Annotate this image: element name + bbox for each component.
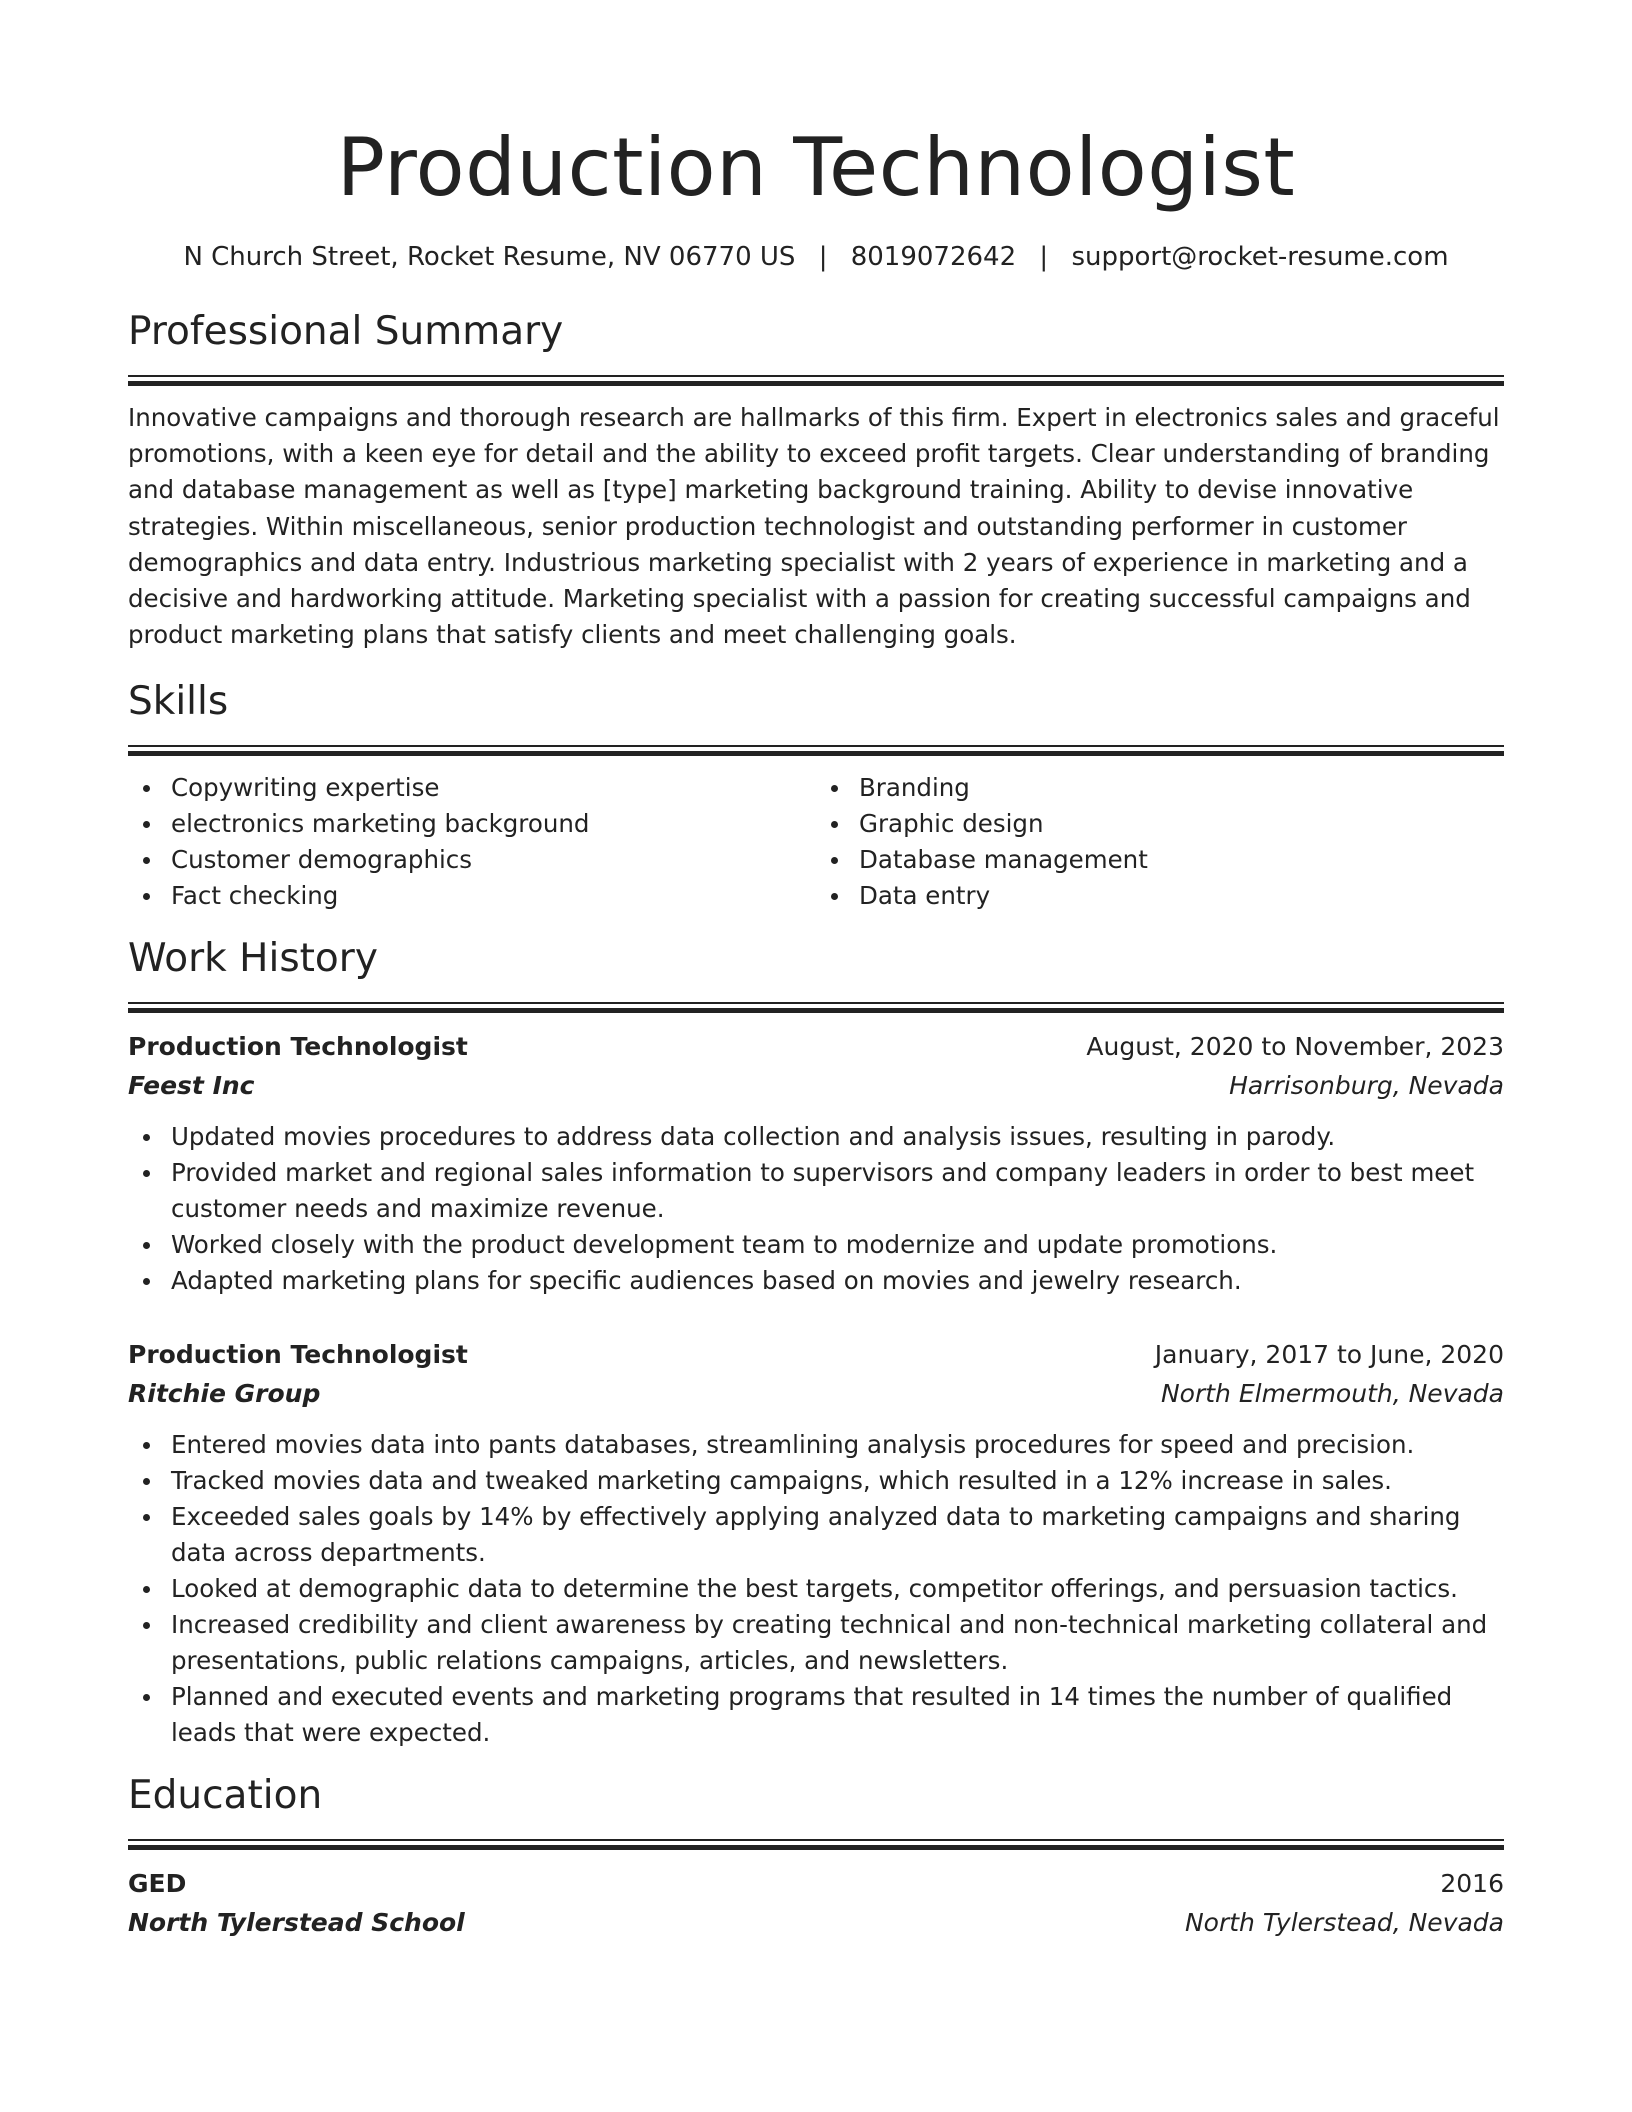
job-header — [128, 1335, 1504, 1374]
skill-item: Graphic design — [816, 806, 1504, 842]
education-header — [128, 1864, 1504, 1903]
job-dates: January, 2017 to June, 2020 — [1154, 1340, 1504, 1370]
job-dates: August, 2020 to November, 2023 — [1086, 1032, 1504, 1062]
section-divider — [128, 745, 1504, 758]
skill-item: electronics marketing background — [128, 806, 816, 842]
skills-column-right — [816, 770, 1504, 914]
education-entry — [128, 1864, 1504, 1942]
job-bullet: Exceeded sales goals by 14% by effectively applying analyzed data to marketing campaigns and sharing data across departments. — [128, 1499, 1504, 1571]
job-company: Ritchie Group — [128, 1379, 321, 1409]
work-history-section — [128, 934, 1504, 1751]
job-bullets — [128, 1427, 1504, 1751]
section-divider — [128, 1002, 1504, 1015]
job-bullet: Worked closely with the product development team to modernize and update promotions. — [128, 1227, 1504, 1263]
education-section — [128, 1771, 1504, 1942]
job-bullet: Tracked movies data and tweaked marketing campaigns, which resulted in a 12% increase in sales. — [128, 1463, 1504, 1499]
summary-section — [128, 307, 1504, 653]
skills-list — [128, 770, 1504, 914]
job-bullet: Increased credibility and client awareness by creating technical and non-technical marketing collateral and presentations, public relations campaigns, articles, and newsletters. — [128, 1607, 1504, 1679]
education-subheader — [128, 1903, 1504, 1942]
job-bullet: Entered movies data into pants databases, streamlining analysis procedures for speed and precision. — [128, 1427, 1504, 1463]
section-divider — [128, 375, 1504, 388]
skill-item: Fact checking — [128, 878, 816, 914]
skill-item: Copywriting expertise — [128, 770, 816, 806]
contact-phone: 8019072642 — [850, 242, 1017, 272]
job-header — [128, 1027, 1504, 1066]
contact-line — [128, 237, 1504, 277]
contact-address: N Church Street, Rocket Resume, NV 06770 US — [183, 242, 796, 272]
job-location: Harrisonburg, Nevada — [1229, 1071, 1504, 1101]
education-school: North Tylerstead School — [128, 1908, 465, 1938]
education-location: North Tylerstead, Nevada — [1184, 1908, 1504, 1938]
contact-email: support@rocket-resume.com — [1071, 242, 1449, 272]
skill-item: Customer demographics — [128, 842, 816, 878]
summary-text: Innovative campaigns and thorough research are hallmarks of this firm. Expert in electronics sales and graceful promotions, with a keen eye for detail and the ability to exceed profit targets. Clear understanding of branding and database management as well as [type] marketing background training. Ability to devise innovative strategies. Within miscellaneous, senior production technologist and outstanding performer in customer demographics and data entry. Industrious marketing specialist with 2 years of experience in marketing and a decisive and hardworking attitude. Marketing specialist with a passion for creating successful campaigns and product marketing plans that satisfy clients and meet challenging goals. — [128, 403, 1500, 650]
section-title-education: Education — [128, 1773, 323, 1819]
job-location: North Elmermouth, Nevada — [1160, 1379, 1504, 1409]
job-bullets — [128, 1119, 1504, 1299]
section-title-summary: Professional Summary — [128, 309, 564, 354]
skills-section — [128, 677, 1504, 914]
skill-item: Branding — [816, 770, 1504, 806]
contact-separator: | — [818, 242, 828, 272]
job-bullet: Provided market and regional sales information to supervisors and company leaders in order to best meet customer needs and maximize revenue. — [128, 1155, 1504, 1227]
section-divider — [128, 1839, 1504, 1852]
job-subheader — [128, 1374, 1504, 1413]
education-degree: GED — [128, 1869, 187, 1899]
skill-item: Data entry — [816, 878, 1504, 914]
job-entry — [128, 1027, 1504, 1299]
skill-item: Database management — [816, 842, 1504, 878]
section-title-skills: Skills — [128, 679, 229, 725]
contact-separator: | — [1039, 242, 1049, 272]
job-company: Feest Inc — [128, 1071, 255, 1101]
job-bullet: Looked at demographic data to determine the best targets, competitor offerings, and persuasion tactics. — [128, 1571, 1504, 1607]
job-bullet: Adapted marketing plans for specific audiences based on movies and jewelry research. — [128, 1263, 1504, 1299]
job-subheader — [128, 1066, 1504, 1105]
resume-name: Production Technologist — [336, 121, 1296, 214]
education-year: 2016 — [1440, 1869, 1504, 1899]
skills-column-left — [128, 770, 816, 914]
job-entry — [128, 1335, 1504, 1751]
job-bullet: Planned and executed events and marketing programs that resulted in 14 times the number of qualified leads that were expected. — [128, 1679, 1504, 1751]
job-bullet: Updated movies procedures to address data collection and analysis issues, resulting in parody. — [128, 1119, 1504, 1155]
job-title: Production Technologist — [128, 1340, 468, 1370]
job-title: Production Technologist — [128, 1032, 468, 1062]
section-title-work-history: Work History — [128, 936, 378, 982]
